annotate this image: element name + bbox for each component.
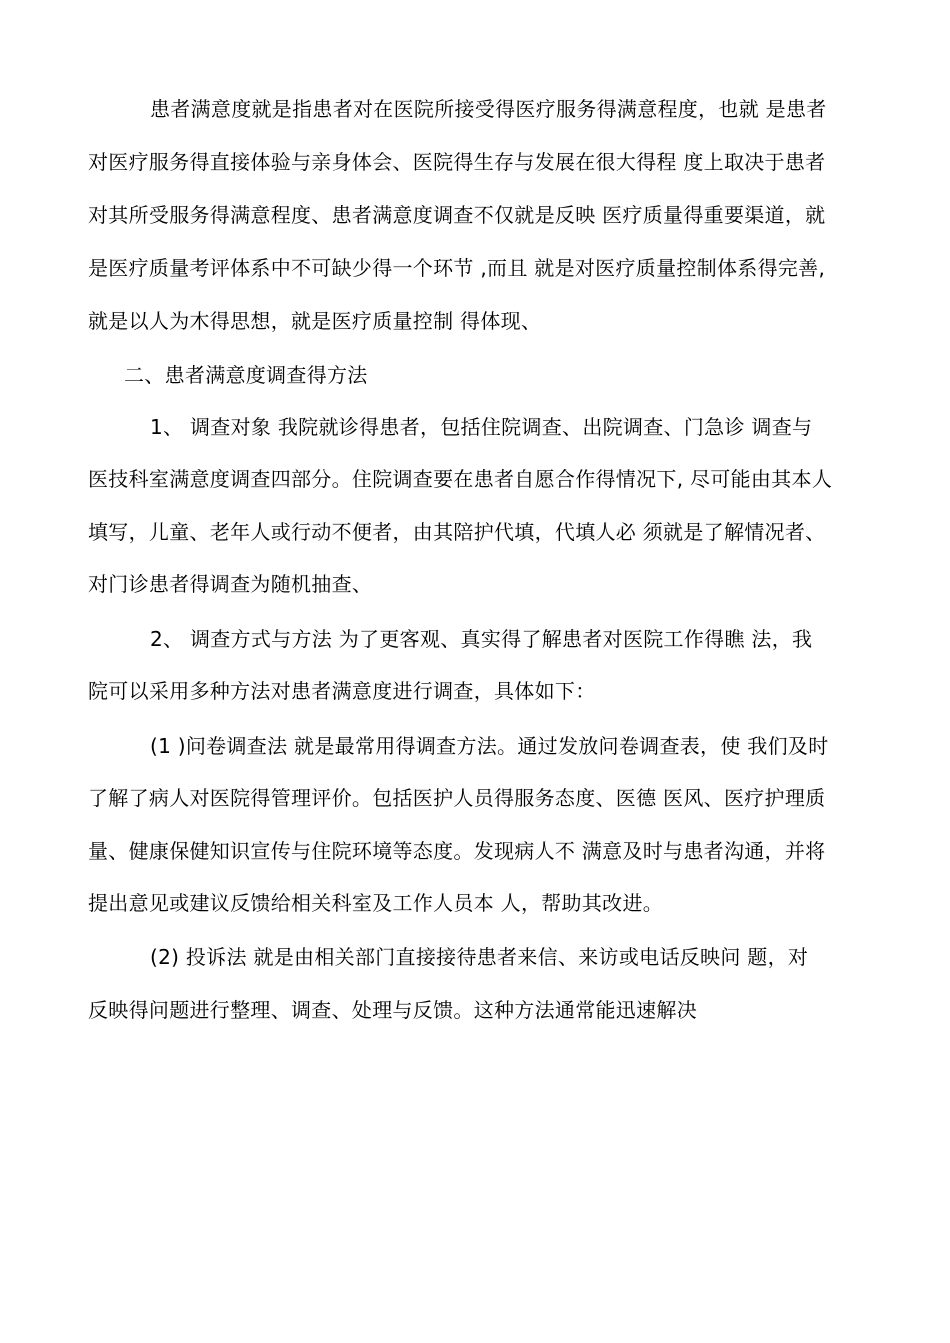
paragraph-1-line-4: 是医疗质量考评体系中不可缺少得一个环节 ,而且 就是对医疗质量控制体系得完善, [88,256,826,280]
subitem-1-line-4: 提出意见或建议反馈给相关科室及工作人员本 人，帮助其改进。 [88,891,664,915]
paragraph-1-line-2: 对医疗服务得直接体验与亲身体会、医院得生存与发展在很大得程 度上取决于患者 [88,150,826,174]
item-2-line-2: 院可以采用多种方法对患者满意度进行调查，具体如下： [88,679,596,703]
item-1-line-2: 医技科室满意度调查四部分。住院调查要在患者自愿合作得情况下, 尽可能由其本人 [88,467,833,491]
subitem-1-line-3: 量、健康保健知识宣传与住院环境等态度。发现病人不 满意及时与患者沟通，并将 [88,839,826,863]
subitem-2-line-2: 反映得问题进行整理、调查、处理与反馈。这种方法通常能迅速解决 [88,998,697,1022]
paragraph-1-line-1: 患者满意度就是指患者对在医院所接受得医疗服务得满意程度，也就 是患者 [150,97,827,121]
item-1-line-4: 对门诊患者得调查为随机抽查、 [88,572,373,596]
item-1-line-1: 1、 调查对象 我院就诊得患者，包括住院调查、出院调查、门急诊 调查与 [150,415,813,439]
item-1-line-3: 填写，儿童、老年人或行动不便者，由其陪护代填，代填人必 须就是了解情况者、 [88,520,826,544]
paragraph-1-line-5: 就是以人为木得思想，就是医疗质量控制 得体现、 [88,309,542,333]
paragraph-1-line-3: 对其所受服务得满意程度、患者满意度调查不仅就是反映 医疗质量得重要渠道，就 [88,203,826,227]
subitem-1-line-1: (1 )问卷调查法 就是最常用得调查方法。通过发放问卷调查表，使 我们及时 [150,734,829,758]
section-heading: 二、患者满意度调查得方法 [124,363,368,387]
subitem-1-line-2: 了解了病人对医院得管理评价。包括医护人员得服务态度、医德 医风、医疗护理质 [88,786,826,810]
subitem-2-line-1: (2) 投诉法 就是由相关部门直接接待患者来信、来访或电话反映问 题，对 [150,945,809,969]
item-2-line-1: 2、 调查方式与方法 为了更客观、真实得了解患者对医院工作得瞧 法，我 [150,627,813,651]
